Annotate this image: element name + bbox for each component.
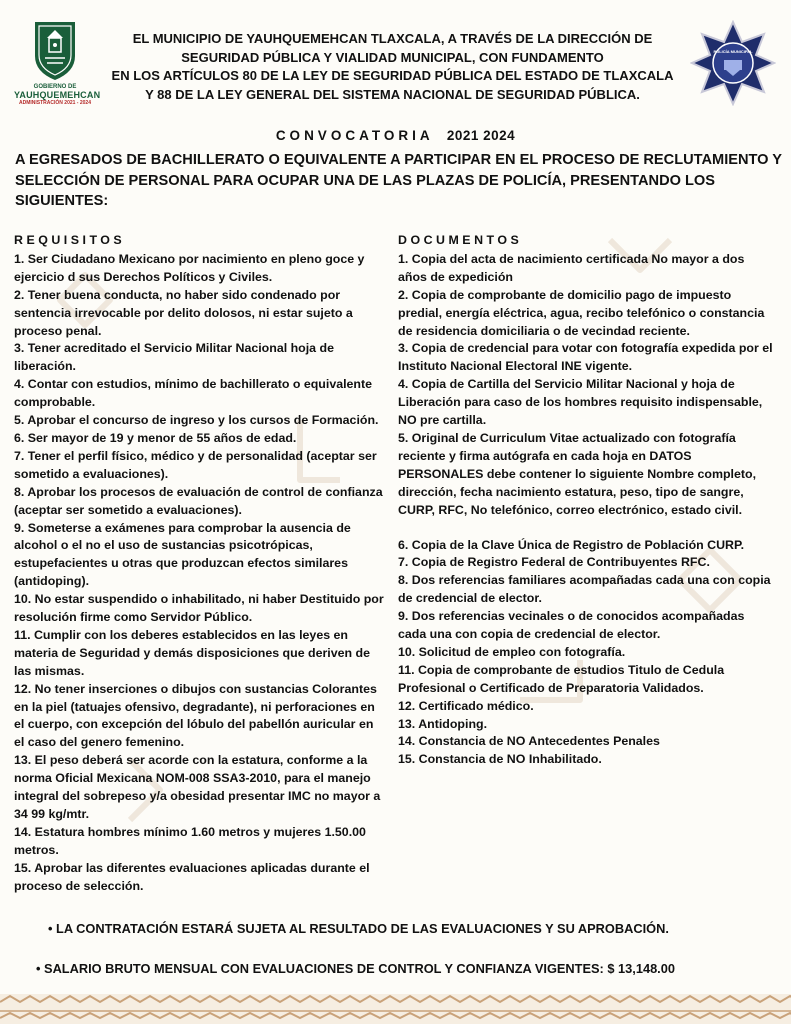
header-line: Y 88 DE LA LEY GENERAL DEL SISTEMA NACIONAL DE SEGURIDAD PÚBLICA. bbox=[145, 86, 640, 102]
header-text bbox=[100, 30, 685, 104]
convocatoria-title bbox=[0, 128, 791, 143]
bottom-border-pattern bbox=[0, 994, 791, 1024]
list-item: 2. Tener buena conducta, no haber sido condenado por sentencia irrevocable por delito dolosos, ni estar sujeto a proceso penal. bbox=[14, 287, 353, 338]
list-item: 2. Copia de comprobante de domicilio pago de impuesto predial, energía eléctrica, agua, recibo telefónico o constancia de residencia domiciliaria o de vecindad reciente. bbox=[398, 287, 765, 338]
list-item: 11. Copia de comprobante de estudios Titulo de Cedula Profesional o Certificado de Preparatoria Validados. bbox=[398, 662, 725, 695]
list-item: 5. Aprobar el concurso de ingreso y los cursos de Formación. bbox=[14, 413, 379, 428]
requisitos-heading: REQUISITOS bbox=[14, 233, 126, 247]
list-item: 14. Constancia de NO Antecedentes Penales bbox=[398, 734, 660, 749]
list-item: 14. Estatura hombres mínimo 1.60 metros y mujeres 1.50.00 metros. bbox=[14, 824, 366, 857]
list-item: 4. Contar con estudios, mínimo de bachillerato o equivalente comprobable. bbox=[14, 377, 373, 410]
footer-note-salario: • SALARIO BRUTO MENSUAL CON EVALUACIONES DE CONTROL Y CONFIANZA VIGENTES: $ 13,148.00 bbox=[36, 961, 675, 976]
list-item: 13. Antidoping. bbox=[398, 716, 488, 731]
logo-line1: GOBIERNO DE bbox=[33, 84, 77, 90]
list-item: 1. Ser Ciudadano Mexicano por nacimiento en pleno goce y ejercicio d sus Derechos Políticos y Civiles. bbox=[14, 251, 365, 284]
header-line: EL MUNICIPIO DE YAUHQUEMEHCAN TLAXCALA, A TRAVÉS DE LA DIRECCIÓN DE bbox=[132, 31, 653, 46]
list-item: 9. Dos referencias vecinales o de conocidos acompañadas cada una con copia de credencial de elector. bbox=[398, 609, 745, 642]
list-item: 13. El peso deberá ser acorde con la estatura, conforme a la norma Oficial Mexicana NOM-008 SSA3-2010, para el manejo integral del sobrepeso y/a obesidad presentar IMC no mayor a 34 99 kg/mtr. bbox=[14, 753, 381, 821]
requisitos-section bbox=[14, 232, 387, 896]
police-badge-icon bbox=[690, 20, 776, 106]
list-item: 7. Copia de Registro Federal de Contribuyentes RFC. bbox=[398, 555, 710, 570]
list-item: 9. Someterse a exámenes para comprobar la ausencia de alcohol o el no el uso de sustancias psicotrópicas, estupefacientes u otras que produzcan efectos similares (antidoping). bbox=[14, 520, 351, 589]
logo-line2: YAUHQUEMEHCAN bbox=[14, 90, 101, 100]
list-item: 10. No estar suspendido o inhabilitado, ni haber Destituido por resolución firme como Servidor Público. bbox=[14, 592, 384, 625]
list-item: 15. Constancia de NO Inhabilitado. bbox=[398, 752, 602, 767]
list-item: 15. Aprobar las diferentes evaluaciones aplicadas durante el proceso de selección. bbox=[14, 860, 370, 893]
list-item: 8. Aprobar los procesos de evaluación de control de confianza (aceptar ser sometido a evaluaciones). bbox=[14, 484, 383, 517]
list-item: 11. Cumplir con los deberes establecidos en las leyes en materia de Seguridad y demás disposiciones que deriven de las mismas. bbox=[14, 627, 371, 678]
list-item: 12. Certificado médico. bbox=[398, 698, 534, 713]
convocatoria-years: 2021 2024 bbox=[446, 128, 516, 143]
logo-line3: ADMINISTRACIÓN 2021 - 2024 bbox=[19, 100, 91, 106]
list-item: 3. Tener acreditado el Servicio Militar Nacional hoja de liberación. bbox=[14, 341, 334, 374]
list-item: 1. Copia del acta de nacimiento certificada No mayor a dos años de expedición bbox=[398, 251, 745, 284]
list-item: 7. Tener el perfil físico, médico y de personalidad (aceptar ser sometido a evaluaciones). bbox=[14, 448, 377, 481]
list-item: 10. Solicitud de empleo con fotografía. bbox=[398, 644, 626, 659]
footer-note-contratacion: • LA CONTRATACIÓN ESTARÁ SUJETA AL RESULTADO DE LAS EVALUACIONES Y SU APROBACIÓN. bbox=[48, 921, 669, 936]
list-item: 6. Copia de la Clave Única de Registro de Población CURP. bbox=[398, 537, 745, 552]
header-line: EN LOS ARTÍCULOS 80 DE LA LEY DE SEGURIDAD PÚBLICA DEL ESTADO DE TLAXCALA bbox=[111, 68, 674, 83]
list-item: 6. Ser mayor de 19 y menor de 55 años de edad. bbox=[14, 430, 297, 445]
badge-text: POLICÍA MUNICIPAL bbox=[713, 49, 753, 54]
convocatoria-word: CONVOCATORIA bbox=[275, 128, 434, 143]
documentos-section bbox=[398, 232, 776, 769]
shield-emblem-icon bbox=[29, 18, 81, 82]
header bbox=[0, 0, 791, 125]
convocatoria-intro: A EGRESADOS DE BACHILLERATO O EQUIVALENTE A PARTICIPAR EN EL PROCESO DE RECLUTAMIENTO Y SELECCIÓN DE PERSONAL PARA OCUPAR UNA DE LAS PLAZAS DE POLICÍA, PRESENTANDO LOS SIGUIENTES: bbox=[15, 152, 782, 209]
municipal-logo bbox=[14, 18, 101, 120]
list-item: 5. Original de Curriculum Vitae actualizado con fotografía reciente y firma autógrafa en cada hoja en DATOS PERSONALES debe contener lo siguiente Nombre completo, dirección, fecha nacimiento estatura, peso, tipo de sangre, CURP, RFC, No telefónico, correo electrónico, estado civil. bbox=[398, 430, 757, 517]
list-item: 12. No tener inserciones o dibujos con sustancias Colorantes en la piel (tatuajes ofensivo, degradante), ni perforaciones en el cuerpo, con excepción del lóbulo del pabellón auricular en el caso del genero femenino. bbox=[14, 681, 377, 750]
list-item: 8. Dos referencias familiares acompañadas cada una con copia de credencial de elector. bbox=[398, 573, 771, 606]
list-item: 3. Copia de credencial para votar con fotografía expedida por el Instituto Nacional Electoral INE vigente. bbox=[398, 341, 773, 374]
header-line: SEGURIDAD PÚBLICA Y VIALIDAD MUNICIPAL, CON FUNDAMENTO bbox=[181, 49, 604, 65]
documentos-heading: DOCUMENTOS bbox=[398, 233, 523, 247]
list-item: 4. Copia de Cartilla del Servicio Militar Nacional y hoja de Liberación para caso de los hombres requisito indispensable, NO pre cartilla. bbox=[398, 377, 763, 428]
